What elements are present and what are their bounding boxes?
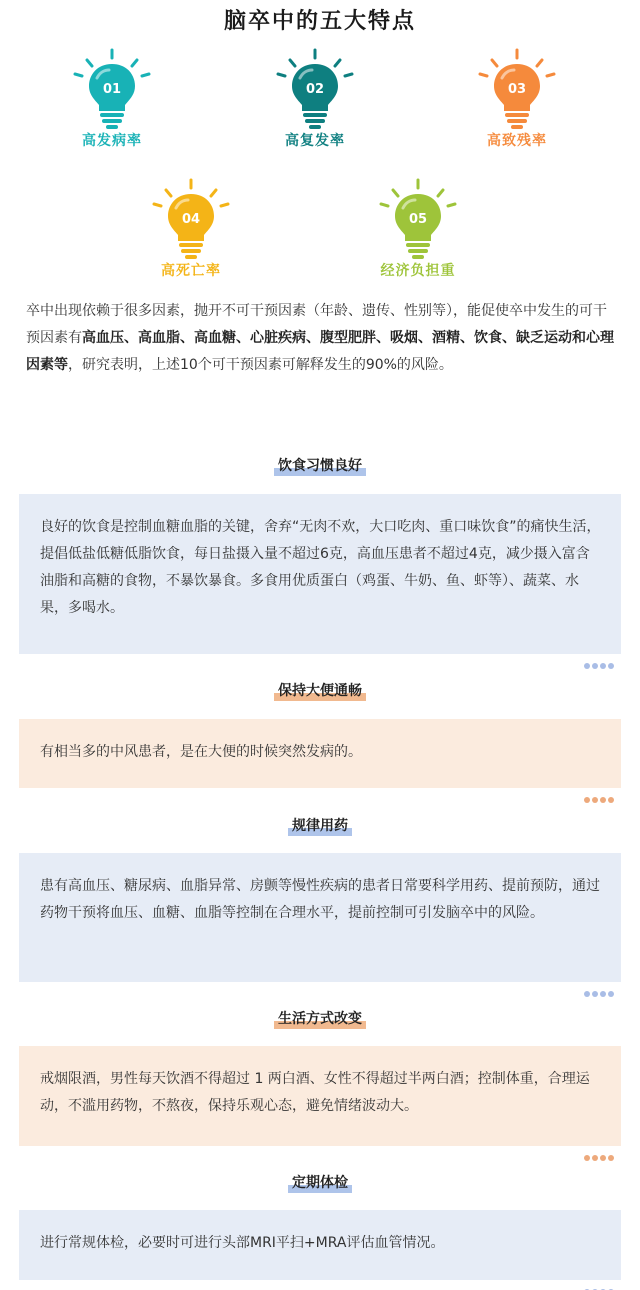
dots-decoration [584,982,624,988]
dots-decoration [584,788,624,794]
feature-item [270,48,360,150]
dots-decoration [27,846,67,852]
section-title-diet: 饮食习惯良好 [0,455,640,476]
intro-paragraph [26,298,618,379]
feature-item [472,48,562,150]
dots-decoration [27,712,67,718]
feature-item [146,178,236,280]
section-body-lifestyle: 戒烟限酒，男性每天饮酒不得超过 1 两白酒、女性不得超过半两白酒；控制体重，合理运动，不滥用药物，不熬夜，保持乐观心态，避免情绪波动大。 [40,1071,590,1114]
intro-text-2: ，研究表明，上述10个可干预因素可解释发生的90%的风险。 [68,357,453,373]
dots-decoration [584,1280,624,1286]
feature-label: 高死亡率 [161,263,221,279]
feature-item [67,48,157,150]
feature-number: 04 [181,212,201,227]
dots-decoration [27,1203,67,1209]
feature-number: 03 [507,82,527,97]
page-title: 脑卒中的五大特点 [223,8,416,34]
lightbulb-icon [146,178,236,260]
section-box-checkup [19,1210,621,1280]
feature-item [373,178,463,280]
dots-decoration [27,487,67,493]
feature-label: 高复发率 [285,133,345,149]
lightbulb-icon [67,48,157,130]
feature-label: 高致残率 [487,133,547,149]
dots-decoration [27,1039,67,1045]
section-title-medication: 规律用药 [0,815,640,836]
section-box-bowel [19,719,621,788]
section-body-diet: 良好的饮食是控制血糖血脂的关键，舍弃“无肉不欢，大口吃肉、重口味饮食”的痛快生活，提倡低盐低糖低脂饮食，每日盐摄入量不超过6克，高血压患者不超过4克，减少摄入富含油脂和高糖的食物，不暴饮暴食。多食用优质蛋白（鸡蛋、牛奶、鱼、虾等）、蔬菜、水果，多喝水。 [40,519,601,616]
section-box-medication [19,853,621,982]
section-box-diet [19,494,621,654]
dots-decoration [584,654,624,660]
dots-decoration [584,1146,624,1152]
feature-number: 05 [408,212,428,227]
lightbulb-icon [472,48,562,130]
feature-label: 经济负担重 [380,263,456,279]
lightbulb-icon [270,48,360,130]
section-title-checkup: 定期体检 [0,1172,640,1193]
feature-label: 高发病率 [82,133,142,149]
feature-number: 01 [102,82,122,97]
section-body-medication: 患有高血压、糖尿病、血脂异常、房颤等慢性疾病的患者日常要科学用药、提前预防，通过药物干预将血压、血糖、血脂等控制在合理水平，提前控制可引发脑卒中的风险。 [40,878,600,921]
intro-risk-factors: 高血压、高血脂、高血糖、心脏疾病、腹型肥胖、吸烟、酒精、饮食、缺乏运动和心理因素等 [26,330,614,373]
lightbulb-icon [373,178,463,260]
section-title-bowel: 保持大便通畅 [0,680,640,701]
intro-text-1: 卒中出现依赖于很多因素，抛开不可干预因素（年龄、遗传、性别等），能促使卒中发生的可干预因素有 [26,303,607,346]
section-title-lifestyle: 生活方式改变 [0,1008,640,1029]
section-box-lifestyle [19,1046,621,1146]
feature-number: 02 [305,82,325,97]
section-body-bowel: 有相当多的中风患者，是在大便的时候突然发病的。 [40,744,362,760]
section-body-checkup: 进行常规体检，必要时可进行头部MRI平扫+MRA评估血管情况。 [40,1235,445,1251]
